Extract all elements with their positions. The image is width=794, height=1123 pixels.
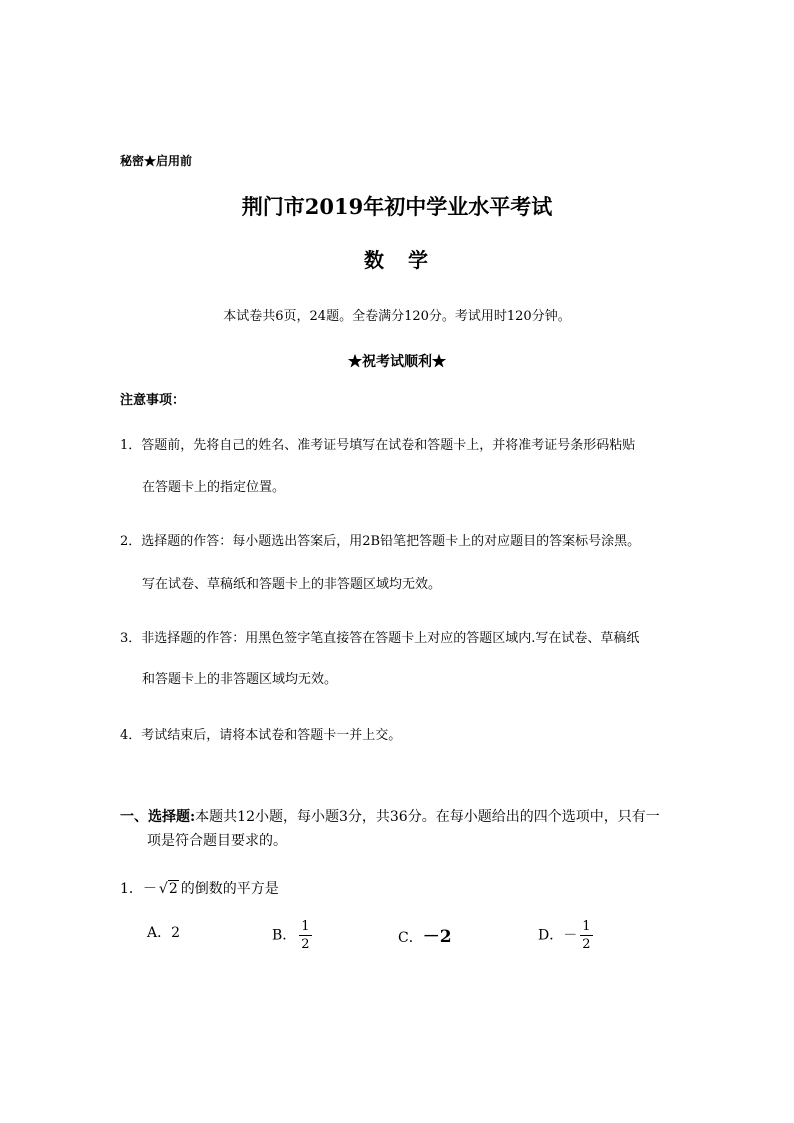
- note-1-line-2: 在答题卡上的指定位置。: [142, 480, 286, 495]
- option-b-label: B．: [272, 927, 297, 944]
- section-1-continuation: 项是符合题目要求的。: [147, 833, 287, 849]
- option-d-label: D．: [538, 927, 564, 944]
- question-text: 的倒数的平方是: [180, 881, 279, 897]
- option-a: [147, 922, 180, 942]
- subject-title: 数 学: [364, 248, 430, 272]
- question-1: [120, 878, 279, 898]
- section-1-text: 本题共12小题，每小题3分，共36分。在每小题给出的四个选项中，只有一: [195, 809, 660, 825]
- sqrt-expression: √2: [158, 881, 178, 897]
- note-2-line-2: 写在试卷、草稿纸和答题卡上的非答题区域均无效。: [142, 577, 442, 592]
- option-c: [398, 922, 452, 947]
- option-a-label: A．: [147, 925, 172, 941]
- question-number: 1．: [120, 881, 143, 897]
- option-d-fraction: [580, 918, 592, 953]
- note-3-line-1: 3．非选择题的作答：用黑色签字笔直接答在答题卡上对应的答题区域内.写在试卷、草稿纸: [120, 631, 640, 646]
- option-d-sign: －: [563, 927, 578, 944]
- section-1-label: 一、选择题:: [120, 809, 196, 825]
- note-4: 4．考试结束后，请将本试卷和答题卡一并上交。: [120, 728, 402, 743]
- note-1-line-1: 1．答题前，先将自己的姓名、准考证号填写在试卷和答题卡上，并将准考证号条形码粘贴: [120, 438, 636, 453]
- note-3-line-2: 和答题卡上的非答题区域均无效。: [142, 672, 338, 687]
- confidential-label: 秘密★启用前: [120, 154, 193, 168]
- option-b: [272, 918, 312, 953]
- option-c-label: C．: [398, 930, 423, 946]
- radicand: 2: [168, 881, 178, 897]
- minus-sign: －: [142, 881, 157, 897]
- notes-heading: 注意事项：: [120, 393, 186, 408]
- option-d-denominator: 2: [582, 937, 591, 952]
- exam-summary: 本试卷共6页，24题。全卷满分120分。考试用时120分钟。: [223, 309, 571, 324]
- note-2-line-1: 2．选择题的作答：每小题选出答案后，用2B铅笔把答题卡上的对应题目的答案标号涂黑。: [120, 534, 641, 549]
- option-b-denominator: 2: [301, 937, 310, 952]
- option-b-numerator: 1: [301, 919, 310, 934]
- option-d-numerator: 1: [582, 919, 591, 934]
- option-d: [538, 918, 593, 953]
- option-c-value: －2: [422, 927, 452, 947]
- exam-title: 荆门市2019年初中学业水平考试: [241, 194, 553, 219]
- good-luck-banner: ★祝考试顺利★: [348, 354, 446, 370]
- section-1-heading: [120, 806, 660, 826]
- option-a-value: 2: [171, 925, 181, 941]
- option-b-fraction: [299, 918, 311, 953]
